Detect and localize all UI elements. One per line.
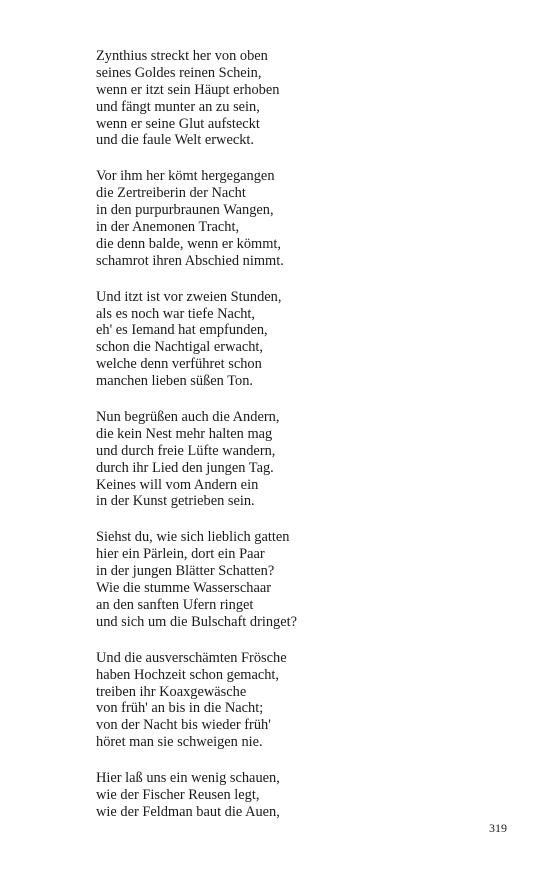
poem-line: wie der Feldman baut die Auen, [96,803,280,820]
poem-line: Hier laß uns ein wenig schauen, [96,770,280,787]
poem-line: als es noch war tiefe Nacht, [96,305,256,322]
poem-stanza [96,48,516,149]
poem-line: in der Anemonen Tracht, [96,219,240,236]
poem-line: haben Hochzeit schon gemacht, [96,666,280,683]
page-number: 319 [489,821,507,835]
poem-stanza [96,289,516,390]
poem-line: wenn er seine Glut aufsteckt [96,115,260,132]
poem-line: Siehst du, wie sich lieblich gatten [96,529,290,546]
poem-line: in der jungen Blätter Schatten? [96,563,275,580]
poem-line: die Zertreiberin der Nacht [96,185,246,202]
poem-stanza [96,529,516,630]
poem-line: und sich um die Bulschaft dringet? [96,613,298,630]
poem-line: Wie die stumme Wasserschaar [96,580,272,597]
poem-line: Und itzt ist vor zweien Stunden, [96,288,282,305]
poem-line: welche denn verführet schon [96,356,262,373]
poem-line: Nun begrüßen auch die Andern, [96,409,280,426]
poem-stanza [96,770,516,821]
poem-line: eh' es Iemand hat empfunden, [96,322,268,339]
poem-line: Vor ihm her kömt hergegangen [96,168,275,185]
poem-stanza [96,650,516,751]
poem-line: und fängt munter an zu sein, [96,98,260,115]
poem-line: Keines will vom Andern ein [96,476,259,493]
poem-line: hier ein Pärlein, dort ein Paar [96,546,265,563]
poem-stanza [96,409,516,510]
poem-line: durch ihr Lied den jungen Tag. [96,459,274,476]
poem-line: schon die Nachtigal erwacht, [96,339,264,356]
poem-line: schamrot ihren Abschied nimmt. [96,252,284,269]
poem-line: treiben ihr Koaxgewäsche [96,683,247,700]
poem-line: wie der Fischer Reusen legt, [96,786,260,803]
poem-line: Zynthius streckt her von oben [96,48,268,64]
poem-line: die kein Nest mehr halten mag [96,425,273,442]
poem-line: die denn balde, wenn er kömmt, [96,235,282,252]
poem-line: von früh' an bis in die Nacht; [96,700,264,717]
poem-line: von der Nacht bis wieder früh' [96,717,271,734]
poem-line: und durch freie Lüfte wandern, [96,442,276,459]
poem-text [96,48,516,840]
poem-line: höret man sie schweigen nie. [96,734,263,751]
poem-line: in der Kunst getrieben sein. [96,493,255,510]
poem-line: seines Goldes reinen Schein, [96,64,262,81]
poem-line: und die faule Welt erweckt. [96,132,255,149]
poem-line: Und die ausverschämten Frösche [96,649,287,666]
poem-line: manchen lieben süßen Ton. [96,373,253,390]
poem-line: wenn er itzt sein Häupt erhoben [96,81,280,98]
poem-line: in den purpurbraunen Wangen, [96,202,274,219]
poem-stanza [96,168,516,269]
poem-line: an den sanften Ufern ringet [96,596,254,613]
